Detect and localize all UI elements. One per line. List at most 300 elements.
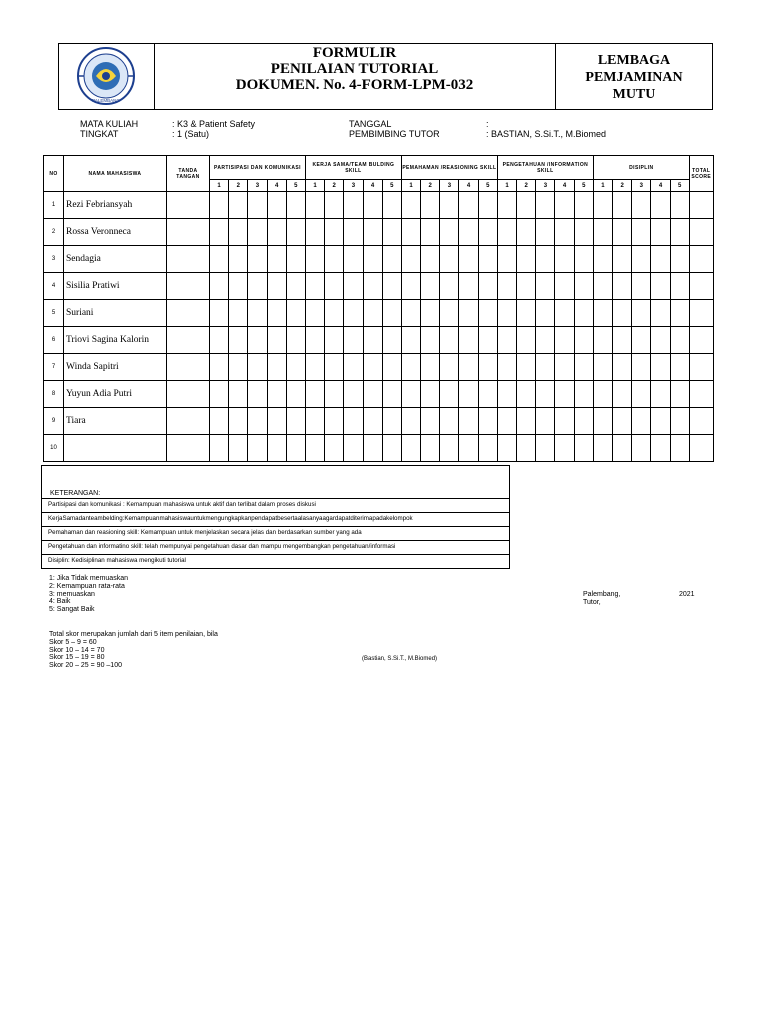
score-cell[interactable] bbox=[382, 192, 401, 219]
score-cell[interactable] bbox=[593, 408, 612, 435]
score-cell[interactable] bbox=[344, 192, 363, 219]
score-cell[interactable] bbox=[401, 435, 420, 462]
score-cell[interactable] bbox=[670, 408, 689, 435]
score-cell[interactable] bbox=[382, 300, 401, 327]
signature-cell[interactable] bbox=[167, 300, 210, 327]
score-cell[interactable] bbox=[613, 300, 632, 327]
score-cell[interactable] bbox=[440, 381, 459, 408]
score-cell[interactable] bbox=[210, 219, 229, 246]
score-cell[interactable] bbox=[459, 219, 478, 246]
score-cell[interactable] bbox=[267, 300, 286, 327]
score-cell[interactable] bbox=[401, 381, 420, 408]
score-cell[interactable] bbox=[325, 408, 344, 435]
score-cell[interactable] bbox=[478, 219, 497, 246]
score-cell[interactable] bbox=[305, 435, 324, 462]
score-cell[interactable] bbox=[497, 435, 516, 462]
score-cell[interactable] bbox=[305, 327, 324, 354]
score-cell[interactable] bbox=[517, 408, 536, 435]
score-cell[interactable] bbox=[421, 300, 440, 327]
score-cell[interactable] bbox=[421, 273, 440, 300]
score-cell[interactable] bbox=[344, 273, 363, 300]
scale-number: 2 bbox=[517, 180, 536, 192]
score-cell[interactable] bbox=[267, 246, 286, 273]
scale-number: 5 bbox=[574, 180, 593, 192]
score-cell[interactable] bbox=[478, 408, 497, 435]
score-cell[interactable] bbox=[536, 192, 555, 219]
institution-line-3: MUTU bbox=[612, 87, 656, 102]
score-cell[interactable] bbox=[555, 327, 574, 354]
score-cell[interactable] bbox=[229, 219, 248, 246]
score-cell[interactable] bbox=[632, 273, 651, 300]
score-cell[interactable] bbox=[651, 219, 670, 246]
score-cell[interactable] bbox=[497, 246, 516, 273]
score-cell[interactable] bbox=[574, 354, 593, 381]
score-cell[interactable] bbox=[459, 246, 478, 273]
score-cell[interactable] bbox=[555, 408, 574, 435]
score-cell[interactable] bbox=[401, 192, 420, 219]
score-cell[interactable] bbox=[478, 381, 497, 408]
score-cell[interactable] bbox=[286, 408, 305, 435]
scale-number: 5 bbox=[478, 180, 497, 192]
score-cell[interactable] bbox=[325, 381, 344, 408]
score-note: Skor 10 – 14 = 70 bbox=[49, 646, 105, 654]
score-cell[interactable] bbox=[286, 435, 305, 462]
score-cell[interactable] bbox=[382, 381, 401, 408]
score-cell[interactable] bbox=[536, 327, 555, 354]
score-cell[interactable] bbox=[517, 381, 536, 408]
score-cell[interactable] bbox=[459, 435, 478, 462]
score-cell[interactable] bbox=[574, 408, 593, 435]
score-cell[interactable] bbox=[210, 246, 229, 273]
score-cell[interactable] bbox=[613, 408, 632, 435]
score-cell[interactable] bbox=[459, 408, 478, 435]
score-cell[interactable] bbox=[401, 219, 420, 246]
score-cell[interactable] bbox=[344, 435, 363, 462]
total-score-cell[interactable] bbox=[689, 219, 713, 246]
score-cell[interactable] bbox=[497, 300, 516, 327]
score-cell[interactable] bbox=[555, 192, 574, 219]
total-score-cell[interactable] bbox=[689, 192, 713, 219]
score-cell[interactable] bbox=[440, 327, 459, 354]
score-cell[interactable] bbox=[421, 354, 440, 381]
scale-number: 3 bbox=[440, 180, 459, 192]
score-cell[interactable] bbox=[305, 219, 324, 246]
score-cell[interactable] bbox=[651, 435, 670, 462]
score-cell[interactable] bbox=[229, 408, 248, 435]
score-cell[interactable] bbox=[229, 192, 248, 219]
scale-number: 3 bbox=[632, 180, 651, 192]
score-cell[interactable] bbox=[517, 435, 536, 462]
header-tanda-tangan: TANDA TANGAN bbox=[167, 156, 210, 192]
score-cell[interactable] bbox=[344, 381, 363, 408]
score-cell[interactable] bbox=[536, 408, 555, 435]
score-cell[interactable] bbox=[440, 435, 459, 462]
score-cell[interactable] bbox=[305, 408, 324, 435]
score-cell[interactable] bbox=[536, 300, 555, 327]
score-cell[interactable] bbox=[401, 354, 420, 381]
institution-line-1: LEMBAGA bbox=[597, 53, 671, 68]
score-cell[interactable] bbox=[536, 381, 555, 408]
score-cell[interactable] bbox=[440, 192, 459, 219]
score-cell[interactable] bbox=[670, 435, 689, 462]
score-cell[interactable] bbox=[497, 219, 516, 246]
score-cell[interactable] bbox=[248, 435, 267, 462]
score-cell[interactable] bbox=[248, 300, 267, 327]
score-cell[interactable] bbox=[478, 273, 497, 300]
score-cell[interactable] bbox=[325, 273, 344, 300]
score-cell[interactable] bbox=[670, 300, 689, 327]
row-number: 6 bbox=[44, 327, 64, 354]
score-cell[interactable] bbox=[229, 381, 248, 408]
score-cell[interactable] bbox=[286, 273, 305, 300]
score-cell[interactable] bbox=[593, 354, 612, 381]
score-cell[interactable] bbox=[670, 354, 689, 381]
score-cell[interactable] bbox=[555, 300, 574, 327]
score-cell[interactable] bbox=[229, 300, 248, 327]
score-cell[interactable] bbox=[593, 300, 612, 327]
score-cell[interactable] bbox=[267, 435, 286, 462]
score-cell[interactable] bbox=[344, 219, 363, 246]
score-cell[interactable] bbox=[382, 246, 401, 273]
score-cell[interactable] bbox=[574, 435, 593, 462]
score-cell[interactable] bbox=[363, 273, 382, 300]
table-row bbox=[44, 273, 714, 300]
score-cell[interactable] bbox=[286, 327, 305, 354]
score-cell[interactable] bbox=[363, 327, 382, 354]
score-cell[interactable] bbox=[632, 219, 651, 246]
score-cell[interactable] bbox=[574, 219, 593, 246]
score-cell[interactable] bbox=[478, 192, 497, 219]
score-cell[interactable] bbox=[536, 219, 555, 246]
score-cell[interactable] bbox=[651, 381, 670, 408]
score-cell[interactable] bbox=[363, 219, 382, 246]
score-cell[interactable] bbox=[267, 219, 286, 246]
score-cell[interactable] bbox=[440, 354, 459, 381]
score-cell[interactable] bbox=[593, 192, 612, 219]
student-name: Sendagia bbox=[64, 246, 167, 273]
score-cell[interactable] bbox=[517, 354, 536, 381]
score-cell[interactable] bbox=[286, 192, 305, 219]
score-cell[interactable] bbox=[401, 273, 420, 300]
score-cell[interactable] bbox=[497, 192, 516, 219]
total-score-cell[interactable] bbox=[689, 246, 713, 273]
score-cell[interactable] bbox=[421, 408, 440, 435]
score-cell[interactable] bbox=[651, 192, 670, 219]
score-cell[interactable] bbox=[325, 327, 344, 354]
score-cell[interactable] bbox=[286, 246, 305, 273]
score-cell[interactable] bbox=[459, 354, 478, 381]
score-cell[interactable] bbox=[325, 219, 344, 246]
score-cell[interactable] bbox=[613, 327, 632, 354]
score-cell[interactable] bbox=[613, 273, 632, 300]
score-cell[interactable] bbox=[421, 219, 440, 246]
score-cell[interactable] bbox=[286, 354, 305, 381]
score-cell[interactable] bbox=[229, 435, 248, 462]
score-cell[interactable] bbox=[305, 273, 324, 300]
score-cell[interactable] bbox=[363, 408, 382, 435]
score-cell[interactable] bbox=[421, 435, 440, 462]
score-cell[interactable] bbox=[632, 246, 651, 273]
score-cell[interactable] bbox=[651, 408, 670, 435]
score-cell[interactable] bbox=[670, 327, 689, 354]
score-cell[interactable] bbox=[555, 435, 574, 462]
keterangan-line: Partisipasi dan komunikasi : Kemampuan mahasiswa untuk aktif dan terlibat dalam proses diskusi bbox=[42, 498, 509, 511]
form-header bbox=[58, 43, 713, 110]
score-cell[interactable] bbox=[344, 246, 363, 273]
score-cell[interactable] bbox=[305, 381, 324, 408]
score-cell[interactable] bbox=[344, 408, 363, 435]
score-cell[interactable] bbox=[651, 273, 670, 300]
score-cell[interactable] bbox=[632, 354, 651, 381]
score-cell[interactable] bbox=[517, 327, 536, 354]
total-score-cell[interactable] bbox=[689, 327, 713, 354]
signature-cell[interactable] bbox=[167, 381, 210, 408]
score-cell[interactable] bbox=[440, 246, 459, 273]
score-cell[interactable] bbox=[478, 300, 497, 327]
mata-kuliah-value: : K3 & Patient Safety bbox=[172, 119, 256, 129]
score-cell[interactable] bbox=[651, 327, 670, 354]
scale-number: 4 bbox=[555, 180, 574, 192]
score-cell[interactable] bbox=[517, 192, 536, 219]
score-cell[interactable] bbox=[478, 354, 497, 381]
score-cell[interactable] bbox=[229, 327, 248, 354]
score-cell[interactable] bbox=[267, 327, 286, 354]
score-cell[interactable] bbox=[401, 300, 420, 327]
student-name: Yuyun Adia Putri bbox=[64, 381, 167, 408]
score-cell[interactable] bbox=[286, 381, 305, 408]
signature-cell[interactable] bbox=[167, 435, 210, 462]
score-cell[interactable] bbox=[555, 273, 574, 300]
score-cell[interactable] bbox=[305, 300, 324, 327]
score-cell[interactable] bbox=[670, 192, 689, 219]
score-cell[interactable] bbox=[267, 273, 286, 300]
score-cell[interactable] bbox=[670, 219, 689, 246]
score-cell[interactable] bbox=[593, 219, 612, 246]
score-cell[interactable] bbox=[382, 354, 401, 381]
score-cell[interactable] bbox=[517, 219, 536, 246]
title-line-2: PENILAIAN TUTORIAL bbox=[270, 61, 439, 77]
score-cell[interactable] bbox=[421, 327, 440, 354]
score-cell[interactable] bbox=[632, 435, 651, 462]
score-cell[interactable] bbox=[248, 408, 267, 435]
score-cell[interactable] bbox=[536, 246, 555, 273]
table-row bbox=[44, 435, 714, 462]
score-cell[interactable] bbox=[325, 354, 344, 381]
score-cell[interactable] bbox=[286, 300, 305, 327]
score-cell[interactable] bbox=[478, 327, 497, 354]
score-cell[interactable] bbox=[325, 435, 344, 462]
score-cell[interactable] bbox=[536, 435, 555, 462]
score-cell[interactable] bbox=[459, 300, 478, 327]
score-cell[interactable] bbox=[536, 273, 555, 300]
score-cell[interactable] bbox=[613, 435, 632, 462]
score-cell[interactable] bbox=[632, 327, 651, 354]
tingkat-label: TINGKAT bbox=[80, 129, 119, 139]
score-cell[interactable] bbox=[382, 408, 401, 435]
score-cell[interactable] bbox=[229, 354, 248, 381]
score-cell[interactable] bbox=[497, 273, 516, 300]
scale-legend-item: 2: Kemampuan rata-rata bbox=[49, 582, 125, 590]
score-cell[interactable] bbox=[459, 273, 478, 300]
score-cell[interactable] bbox=[459, 192, 478, 219]
score-cell[interactable] bbox=[536, 354, 555, 381]
row-number: 1 bbox=[44, 192, 64, 219]
score-cell[interactable] bbox=[401, 246, 420, 273]
score-cell[interactable] bbox=[210, 354, 229, 381]
score-cell[interactable] bbox=[555, 219, 574, 246]
score-cell[interactable] bbox=[555, 354, 574, 381]
score-cell[interactable] bbox=[344, 327, 363, 354]
score-cell[interactable] bbox=[459, 327, 478, 354]
total-score-cell[interactable] bbox=[689, 381, 713, 408]
score-cell[interactable] bbox=[210, 327, 229, 354]
signature-cell[interactable] bbox=[167, 192, 210, 219]
signature-cell[interactable] bbox=[167, 219, 210, 246]
score-cell[interactable] bbox=[305, 192, 324, 219]
scale-number: 1 bbox=[593, 180, 612, 192]
score-cell[interactable] bbox=[497, 354, 516, 381]
score-cell[interactable] bbox=[286, 219, 305, 246]
score-cell[interactable] bbox=[440, 408, 459, 435]
score-cell[interactable] bbox=[401, 408, 420, 435]
score-cell[interactable] bbox=[382, 219, 401, 246]
score-cell[interactable] bbox=[555, 381, 574, 408]
signature-cell[interactable] bbox=[167, 354, 210, 381]
score-cell[interactable] bbox=[344, 354, 363, 381]
score-cell[interactable] bbox=[478, 435, 497, 462]
signature-cell[interactable] bbox=[167, 273, 210, 300]
score-cell[interactable] bbox=[497, 327, 516, 354]
scale-number: 4 bbox=[459, 180, 478, 192]
score-cell[interactable] bbox=[517, 273, 536, 300]
total-score-cell[interactable] bbox=[689, 300, 713, 327]
score-cell[interactable] bbox=[267, 192, 286, 219]
score-cell[interactable] bbox=[210, 300, 229, 327]
score-cell[interactable] bbox=[421, 381, 440, 408]
signature-cell[interactable] bbox=[167, 246, 210, 273]
score-cell[interactable] bbox=[632, 300, 651, 327]
score-cell[interactable] bbox=[210, 381, 229, 408]
score-cell[interactable] bbox=[363, 300, 382, 327]
score-cell[interactable] bbox=[210, 408, 229, 435]
score-cell[interactable] bbox=[248, 273, 267, 300]
score-cell[interactable] bbox=[593, 327, 612, 354]
score-cell[interactable] bbox=[670, 273, 689, 300]
score-cell[interactable] bbox=[210, 273, 229, 300]
score-cell[interactable] bbox=[382, 435, 401, 462]
score-cell[interactable] bbox=[382, 273, 401, 300]
score-cell[interactable] bbox=[267, 381, 286, 408]
score-cell[interactable] bbox=[613, 354, 632, 381]
score-cell[interactable] bbox=[305, 354, 324, 381]
score-cell[interactable] bbox=[670, 381, 689, 408]
score-cell[interactable] bbox=[325, 246, 344, 273]
total-score-cell[interactable] bbox=[689, 408, 713, 435]
score-cell[interactable] bbox=[613, 246, 632, 273]
score-cell[interactable] bbox=[517, 246, 536, 273]
score-cell[interactable] bbox=[248, 327, 267, 354]
total-score-cell[interactable] bbox=[689, 273, 713, 300]
score-cell[interactable] bbox=[593, 246, 612, 273]
score-cell[interactable] bbox=[440, 273, 459, 300]
score-cell[interactable] bbox=[574, 381, 593, 408]
score-cell[interactable] bbox=[593, 435, 612, 462]
score-cell[interactable] bbox=[363, 192, 382, 219]
scale-number: 3 bbox=[248, 180, 267, 192]
score-cell[interactable] bbox=[613, 192, 632, 219]
score-cell[interactable] bbox=[613, 381, 632, 408]
score-cell[interactable] bbox=[363, 435, 382, 462]
score-cell[interactable] bbox=[574, 192, 593, 219]
score-cell[interactable] bbox=[517, 300, 536, 327]
score-cell[interactable] bbox=[593, 273, 612, 300]
score-cell[interactable] bbox=[651, 300, 670, 327]
score-cell[interactable] bbox=[305, 246, 324, 273]
score-cell[interactable] bbox=[421, 246, 440, 273]
score-cell[interactable] bbox=[344, 300, 363, 327]
signature-cell[interactable] bbox=[167, 408, 210, 435]
assessment-table bbox=[43, 155, 714, 462]
score-cell[interactable] bbox=[363, 354, 382, 381]
svg-text:PALEMBANG: PALEMBANG bbox=[92, 98, 120, 103]
total-score-cell[interactable] bbox=[689, 435, 713, 462]
score-cell[interactable] bbox=[632, 408, 651, 435]
score-cell[interactable] bbox=[613, 219, 632, 246]
score-cell[interactable] bbox=[555, 246, 574, 273]
score-cell[interactable] bbox=[325, 300, 344, 327]
score-cell[interactable] bbox=[497, 408, 516, 435]
score-cell[interactable] bbox=[248, 354, 267, 381]
score-cell[interactable] bbox=[267, 354, 286, 381]
score-cell[interactable] bbox=[632, 381, 651, 408]
score-cell[interactable] bbox=[670, 246, 689, 273]
score-cell[interactable] bbox=[248, 219, 267, 246]
scale-number: 4 bbox=[363, 180, 382, 192]
score-cell[interactable] bbox=[363, 381, 382, 408]
score-cell[interactable] bbox=[325, 192, 344, 219]
score-cell[interactable] bbox=[574, 246, 593, 273]
score-cell[interactable] bbox=[210, 192, 229, 219]
score-cell[interactable] bbox=[248, 381, 267, 408]
score-cell[interactable] bbox=[440, 300, 459, 327]
score-cell[interactable] bbox=[229, 246, 248, 273]
signature-cell[interactable] bbox=[167, 327, 210, 354]
score-cell[interactable] bbox=[574, 273, 593, 300]
total-score-cell[interactable] bbox=[689, 354, 713, 381]
score-cell[interactable] bbox=[651, 246, 670, 273]
score-cell[interactable] bbox=[593, 381, 612, 408]
score-cell[interactable] bbox=[421, 192, 440, 219]
score-cell[interactable] bbox=[497, 381, 516, 408]
score-cell[interactable] bbox=[229, 273, 248, 300]
score-cell[interactable] bbox=[248, 246, 267, 273]
score-cell[interactable] bbox=[574, 327, 593, 354]
score-cell[interactable] bbox=[382, 327, 401, 354]
score-cell[interactable] bbox=[210, 435, 229, 462]
score-cell[interactable] bbox=[267, 408, 286, 435]
score-cell[interactable] bbox=[363, 246, 382, 273]
score-cell[interactable] bbox=[651, 354, 670, 381]
table-row bbox=[44, 219, 714, 246]
row-number: 8 bbox=[44, 381, 64, 408]
score-cell[interactable] bbox=[574, 300, 593, 327]
score-cell[interactable] bbox=[459, 381, 478, 408]
score-cell[interactable] bbox=[632, 192, 651, 219]
score-cell[interactable] bbox=[401, 327, 420, 354]
score-cell[interactable] bbox=[440, 219, 459, 246]
score-cell[interactable] bbox=[248, 192, 267, 219]
score-cell[interactable] bbox=[478, 246, 497, 273]
